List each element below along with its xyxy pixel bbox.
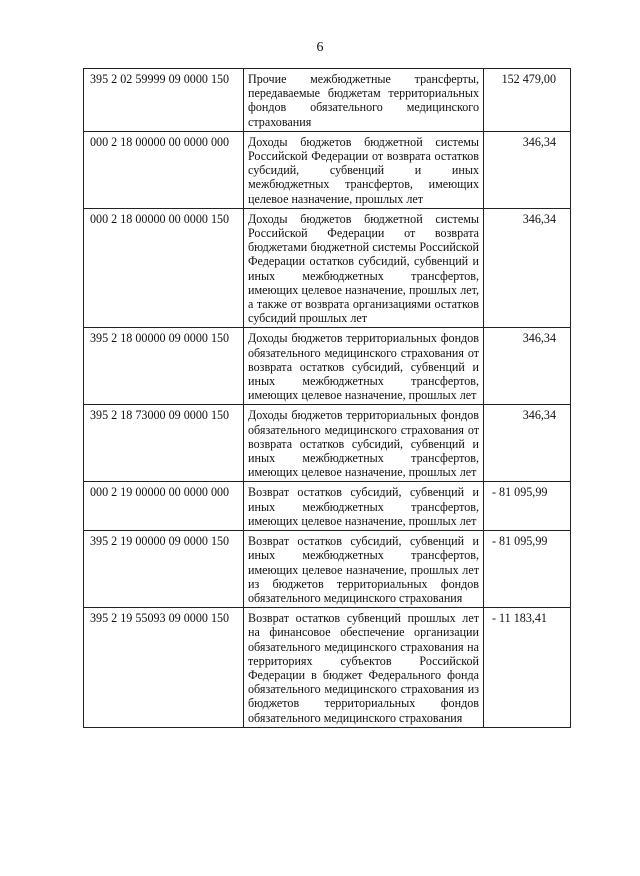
amount-cell: - 11 183,41 bbox=[484, 608, 571, 728]
amount-cell: 152 479,00 bbox=[484, 69, 571, 132]
revenue-name-cell: Доходы бюджетов территориальных фондов обязательного медицинского страхования от возврата остатков субсидий, субвенций и иных межбюджетных трансфертов, имеющих целевое назначение, прошлых лет bbox=[244, 328, 484, 405]
revenue-name-cell: Возврат остатков субсидий, субвенций и иных межбюджетных трансфертов, имеющих целевое назначение, прошлых лет bbox=[244, 482, 484, 531]
budget-revenue-table bbox=[83, 68, 571, 728]
table-row bbox=[84, 208, 571, 328]
table-row bbox=[84, 328, 571, 405]
amount-cell: 346,34 bbox=[484, 131, 571, 208]
amount-cell: 346,34 bbox=[484, 405, 571, 482]
budget-code-cell: 000 2 18 00000 00 0000 150 bbox=[84, 208, 244, 328]
table-row bbox=[84, 531, 571, 608]
table-row bbox=[84, 131, 571, 208]
table-row bbox=[84, 608, 571, 728]
page-number: 6 bbox=[316, 40, 324, 55]
revenue-name-cell: Возврат остатков субвенций прошлых лет на финансовое обеспечение организации обязательного медицинского страхования на территориях субъектов Российской Федерации в бюджет Федерального фонда обязательного медицинского страхования из бюджетов территориальных фондов обязательного медицинского страхования bbox=[244, 608, 484, 728]
amount-cell: 346,34 bbox=[484, 208, 571, 328]
amount-cell: - 81 095,99 bbox=[484, 531, 571, 608]
table-row bbox=[84, 69, 571, 132]
table-row bbox=[84, 482, 571, 531]
budget-code-cell: 395 2 02 59999 09 0000 150 bbox=[84, 69, 244, 132]
revenue-name-cell: Доходы бюджетов бюджетной системы Российской Федерации от возврата остатков субсидий, субвенций и иных межбюджетных трансфертов, имеющих целевое назначение, прошлых лет bbox=[244, 131, 484, 208]
revenue-name-cell: Возврат остатков субсидий, субвенций и иных межбюджетных трансфертов, имеющих целевое назначение, прошлых лет из бюджетов территориальных фондов обязательного медицинского страхования bbox=[244, 531, 484, 608]
budget-code-cell: 000 2 18 00000 00 0000 000 bbox=[84, 131, 244, 208]
amount-cell: 346,34 bbox=[484, 328, 571, 405]
budget-code-cell: 000 2 19 00000 00 0000 000 bbox=[84, 482, 244, 531]
budget-code-cell: 395 2 19 55093 09 0000 150 bbox=[84, 608, 244, 728]
revenue-name-cell: Доходы бюджетов бюджетной системы Российской Федерации от возврата бюджетами бюджетной системы Российской Федерации остатков субсидий, субвенций и иных межбюджетных трансфертов, имеющих целевое назначение, прошлых лет, а также от возврата организациями остатков субсидий прошлых лет bbox=[244, 208, 484, 328]
budget-code-cell: 395 2 18 73000 09 0000 150 bbox=[84, 405, 244, 482]
revenue-name-cell: Доходы бюджетов территориальных фондов обязательного медицинского страхования от возврата остатков субсидий, субвенций и иных межбюджетных трансфертов, имеющих целевое назначение, прошлых лет bbox=[244, 405, 484, 482]
budget-code-cell: 395 2 19 00000 09 0000 150 bbox=[84, 531, 244, 608]
budget-code-cell: 395 2 18 00000 09 0000 150 bbox=[84, 328, 244, 405]
revenue-name-cell: Прочие межбюджетные трансферты, передаваемые бюджетам территориальных фондов обязательного медицинского страхования bbox=[244, 69, 484, 132]
table-row bbox=[84, 405, 571, 482]
amount-cell: - 81 095,99 bbox=[484, 482, 571, 531]
